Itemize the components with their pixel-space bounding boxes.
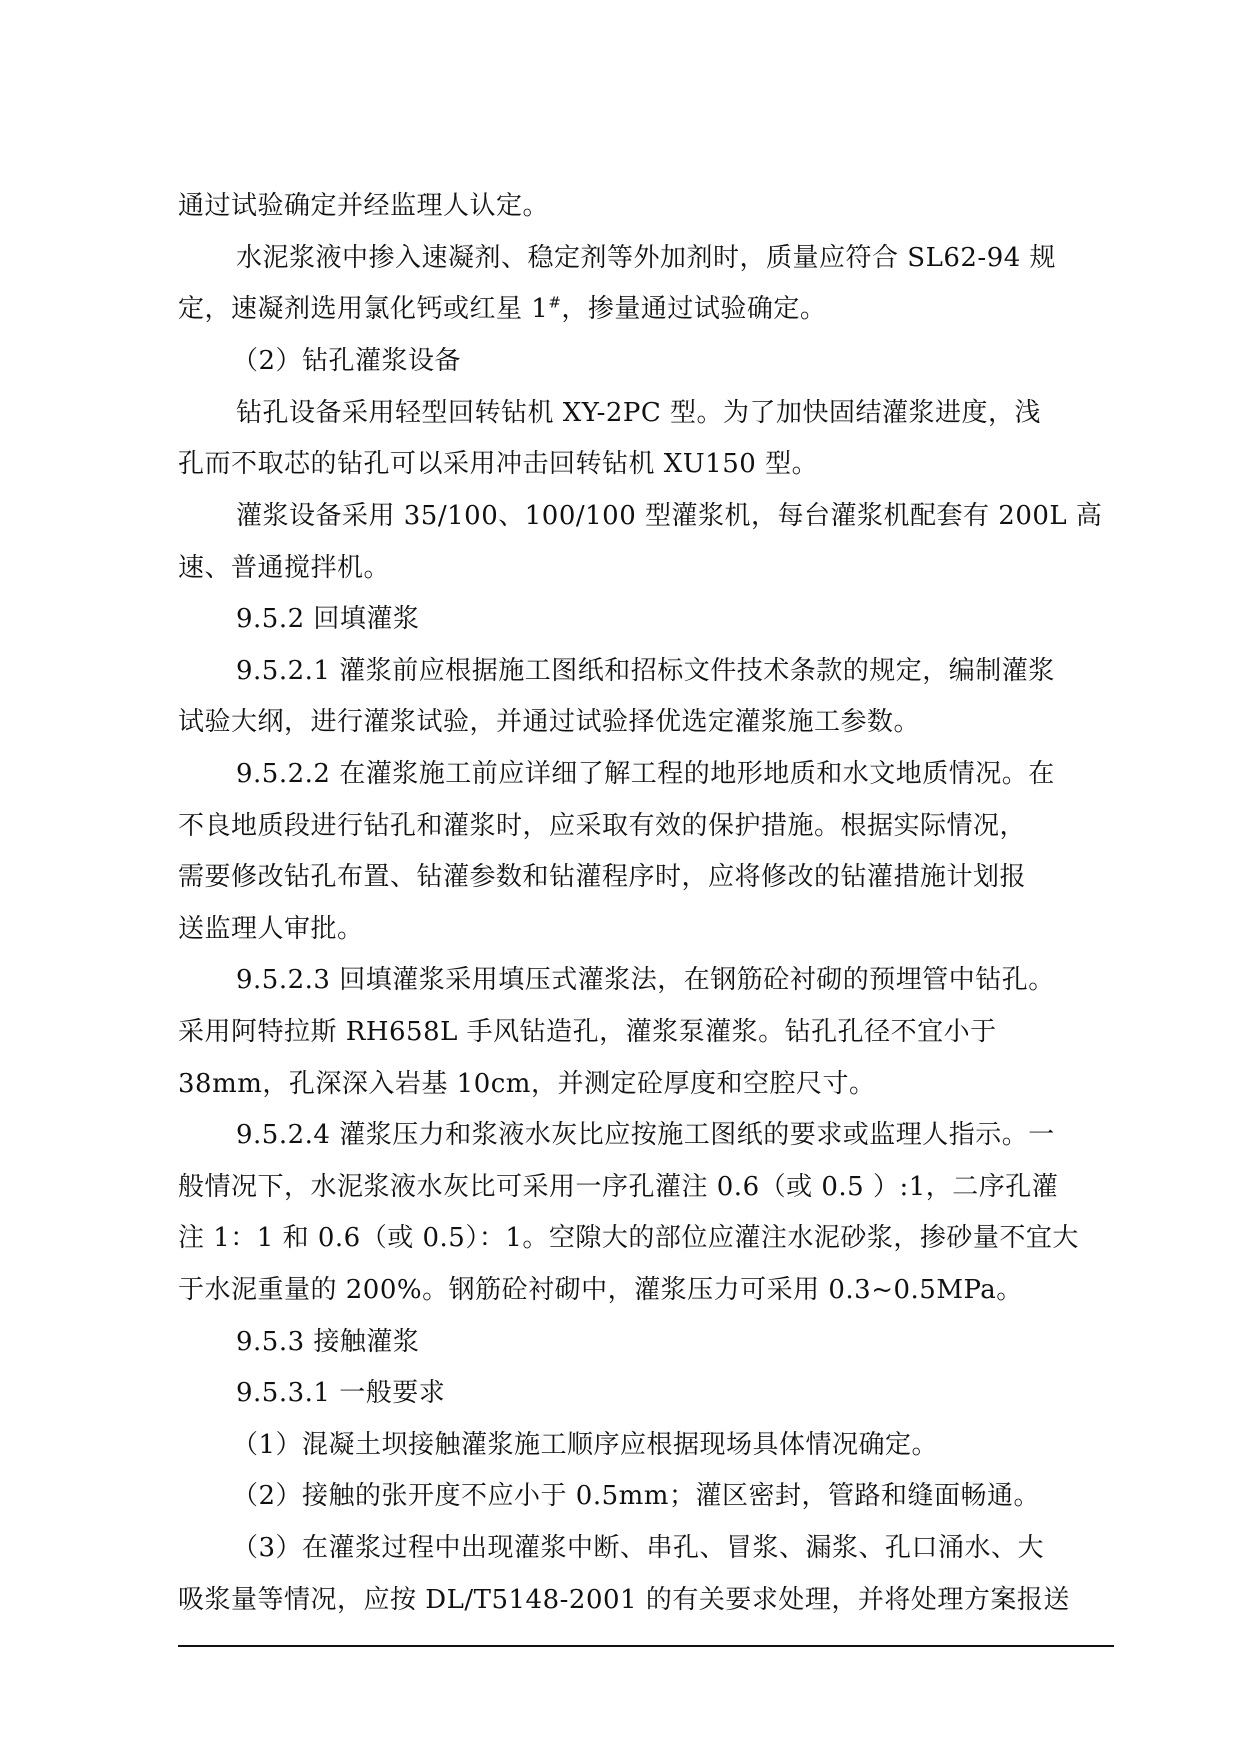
text-line: 通过试验确定并经监理人认定。 [178, 191, 550, 221]
text-line [178, 291, 826, 327]
section-heading: 9.5.3 接触灌浆 [236, 1327, 420, 1357]
text-line: 孔而不取芯的钻孔可以采用冲击回转钻机 XU150 型。 [178, 449, 819, 479]
text-line: 采用阿特拉斯 RH658L 手风钻造孔，灌浆泵灌浆。钻孔孔径不宜小于 [178, 1017, 997, 1047]
section-heading: 9.5.2 回填灌浆 [236, 604, 420, 634]
text-line: 9.5.2.3 回填灌浆采用填压式灌浆法，在钢筋砼衬砌的预埋管中钻孔。 [236, 965, 1055, 995]
text-line: （3）在灌浆过程中出现灌浆中断、串孔、冒浆、漏浆、孔口涌水、大 [232, 1533, 1045, 1563]
text-line: 水泥浆液中掺入速凝剂、稳定剂等外加剂时，质量应符合 SL62-94 规 [236, 243, 1057, 273]
text-line: 注 1：1 和 0.6（或 0.5）：1。空隙大的部位应灌注水泥砂浆，掺砂量不宜大 [178, 1223, 1079, 1253]
text-line: 9.5.2.4 灌浆压力和浆液水灰比应按施工图纸的要求或监理人指示。一 [236, 1120, 1055, 1150]
text-line: 需要修改钻孔布置、钻灌参数和钻灌程序时，应将修改的钻灌措施计划报 [178, 862, 1027, 892]
text-line: 9.5.2.1 灌浆前应根据施工图纸和招标文件技术条款的规定，编制灌浆 [236, 656, 1055, 686]
text-fragment: 定，速凝剂选用氯化钙或红星 1 [178, 294, 549, 324]
text-fragment: ，掺量通过试验确定。 [561, 294, 827, 324]
text-line: 钻孔设备采用轻型回转钻机 XY-2PC 型。为了加快固结灌浆进度，浅 [236, 398, 1042, 428]
text-line: 吸浆量等情况，应按 DL/T5148-2001 的有关要求处理，并将处理方案报送 [178, 1585, 1070, 1615]
footer-rule [178, 1645, 1114, 1647]
section-heading: 9.5.3.1 一般要求 [236, 1378, 446, 1408]
text-line: 试验大纲，进行灌浆试验，并通过试验择优选定灌浆施工参数。 [178, 707, 921, 737]
superscript-mark: # [548, 293, 562, 312]
text-line: 送监理人审批。 [178, 914, 364, 944]
text-line: 速、普通搅拌机。 [178, 553, 391, 583]
text-line: 灌浆设备采用 35/100、100/100 型灌浆机，每台灌浆机配套有 200L 高 [236, 501, 1103, 531]
text-line: 不良地质段进行钻孔和灌浆时，应采取有效的保护措施。根据实际情况， [178, 811, 1027, 841]
text-line: 38mm，孔深深入岩基 10cm，并测定砼厚度和空腔尺寸。 [178, 1069, 876, 1099]
text-line: 于水泥重量的 200%。钢筋砼衬砌中，灌浆压力可采用 0.3~0.5MPa。 [178, 1275, 1023, 1305]
text-line: （1）混凝土坝接触灌浆施工顺序应根据现场具体情况确定。 [232, 1430, 939, 1460]
text-line: 9.5.2.2 在灌浆施工前应详细了解工程的地形地质和水文地质情况。在 [236, 759, 1055, 789]
section-heading: （2）钻孔灌浆设备 [232, 346, 462, 376]
text-line: （2）接触的张开度不应小于 0.5mm；灌区密封，管路和缝面畅通。 [232, 1481, 1040, 1511]
text-line: 般情况下，水泥浆液水灰比可采用一序孔灌注 0.6（或 0.5 ）:1，二序孔灌 [178, 1172, 1059, 1202]
